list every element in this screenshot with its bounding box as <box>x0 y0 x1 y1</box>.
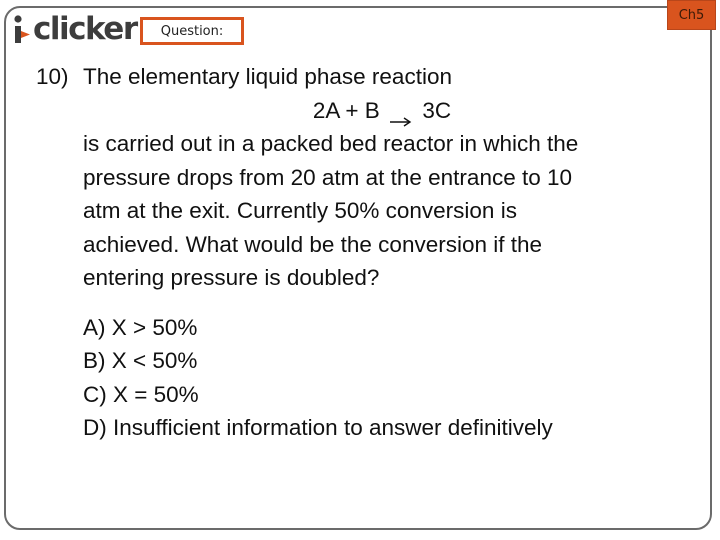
reaction-arrow-icon <box>390 104 412 116</box>
question-body-line: pressure drops from 20 atm at the entrance to 10 <box>83 164 573 190</box>
question-body <box>36 127 666 295</box>
question-tag: Question: <box>140 17 244 45</box>
iclicker-logo-mark-icon <box>12 11 32 47</box>
answer-options <box>36 311 666 445</box>
option-d: D) Insufficient information to answer definitively <box>83 415 553 440</box>
logo-text: clicker <box>33 11 137 47</box>
reaction-products: 3C <box>422 97 452 123</box>
chapter-badge: Ch5 <box>667 0 716 30</box>
option-c: C) X = 50% <box>83 381 199 407</box>
option-b: B) X < 50% <box>83 348 198 373</box>
question-body-line: is carried out in a packed bed reactor in which the <box>83 131 579 156</box>
question-body-line: atm at the exit. Currently 50% conversion is <box>83 198 517 223</box>
reaction-reactants: 2A + B <box>312 97 380 123</box>
question-body-line: achieved. What would be the conversion if the <box>83 231 543 257</box>
question-intro: The elementary liquid phase reaction <box>83 64 452 89</box>
iclicker-logo <box>12 11 137 47</box>
option-a: A) X > 50% <box>83 314 198 340</box>
question-body-line: entering pressure is doubled? <box>83 265 380 290</box>
question-number: 10) <box>36 64 69 89</box>
question-header-row <box>36 60 666 94</box>
question-content <box>36 60 666 445</box>
reaction-equation <box>36 94 666 128</box>
